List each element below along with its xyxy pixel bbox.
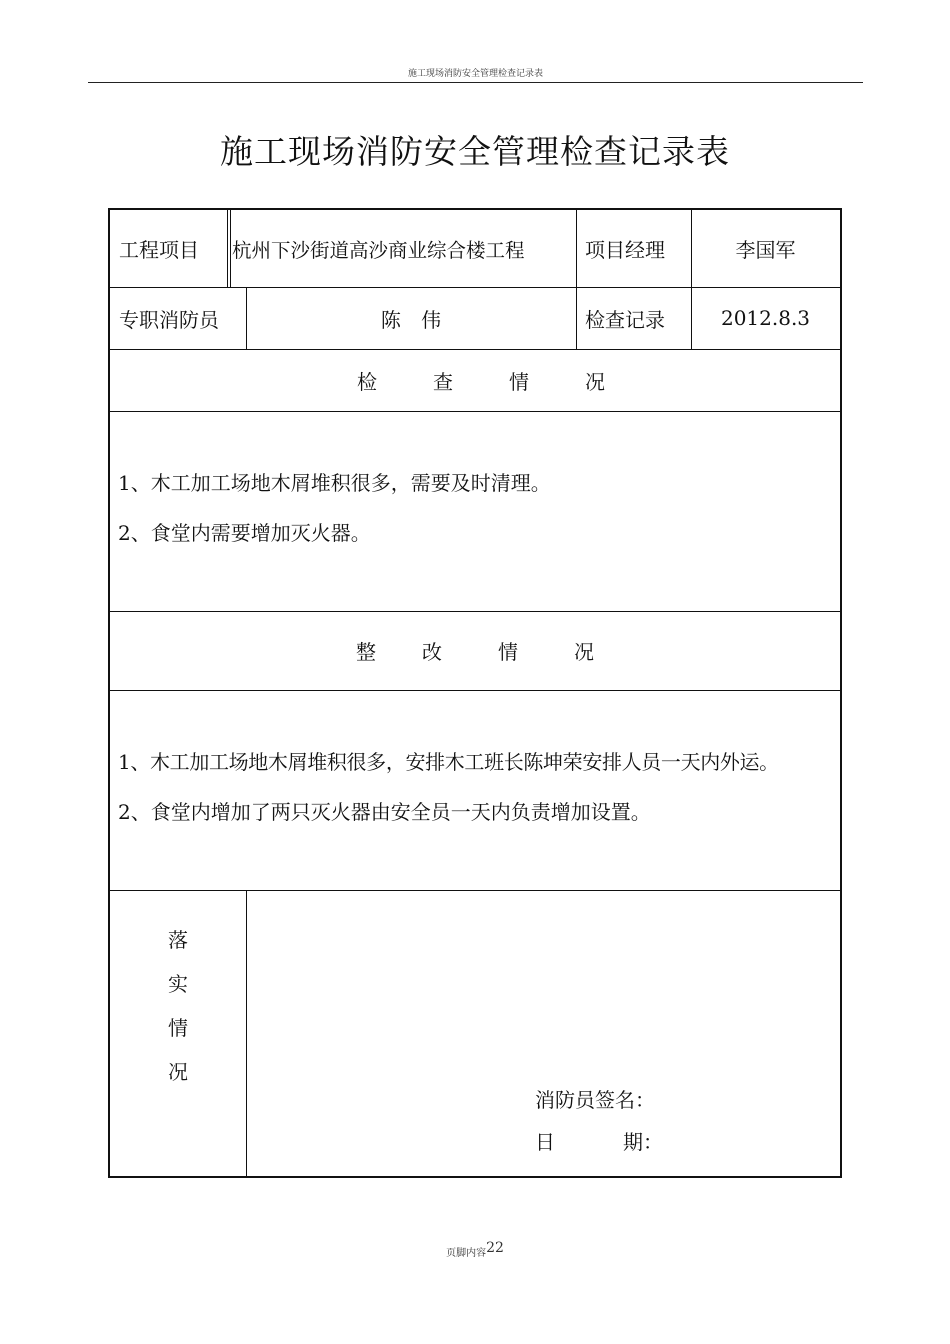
title-char: 查: [433, 369, 453, 394]
inspection-items: [110, 458, 840, 578]
project-value: 杭州下沙街道高沙商业综合楼工程: [232, 238, 525, 262]
document-title: 施工现场消防安全管理检查记录表: [220, 132, 730, 171]
rectification-section-title: [110, 611, 840, 690]
inspection-section-title: [110, 349, 840, 411]
label-char: 情: [168, 1016, 188, 1040]
label-char: 落: [168, 928, 188, 952]
date-label-2: 期：: [623, 1130, 663, 1154]
fire-officer-label: 专职消防员: [119, 307, 219, 332]
running-header: 施工现场消防安全管理检查记录表: [88, 68, 863, 83]
title-char: 况: [585, 369, 605, 394]
manager-label: 项目经理: [585, 238, 665, 262]
title-char: 情: [498, 640, 518, 664]
page-number: 22: [486, 1240, 504, 1256]
title-char: 改: [422, 640, 442, 664]
fire-officer-value: 陈 伟: [380, 307, 442, 332]
inspection-item: 1、木工加工场地木屑堆积很多，需要及时清理。: [118, 471, 551, 495]
inspection-form: [108, 208, 842, 1178]
label-char: 况: [168, 1060, 188, 1084]
manager-value: 李国军: [735, 238, 796, 262]
title-char: 情: [509, 369, 529, 394]
project-label: 工程项目: [119, 238, 199, 262]
implementation-label: [110, 918, 246, 1108]
inspection-item: 2、食堂内需要增加灭火器。: [118, 521, 371, 545]
rectification-item: 1、木工加工场地木屑堆积很多，安排木工班长陈坤荣安排人员一天内外运。: [118, 750, 779, 774]
rectification-item: 2、食堂内增加了两只灭火器由安全员一天内负责增加设置。: [118, 800, 651, 824]
title-char: 整: [356, 640, 376, 664]
date-row: [535, 1121, 815, 1163]
record-date: 2012.8.3: [720, 306, 811, 330]
signature-block: [535, 1079, 815, 1169]
signature-label: 消防员签名：: [535, 1088, 655, 1112]
record-label: 检查记录: [585, 307, 665, 332]
title-char: 检: [357, 369, 377, 394]
page-footer: [0, 1240, 950, 1260]
title-char: 况: [574, 640, 594, 664]
footer-text: 页脚内容: [446, 1248, 487, 1259]
label-char: 实: [168, 972, 188, 996]
rectification-items: [110, 737, 840, 857]
date-label-1: 日: [535, 1130, 555, 1154]
